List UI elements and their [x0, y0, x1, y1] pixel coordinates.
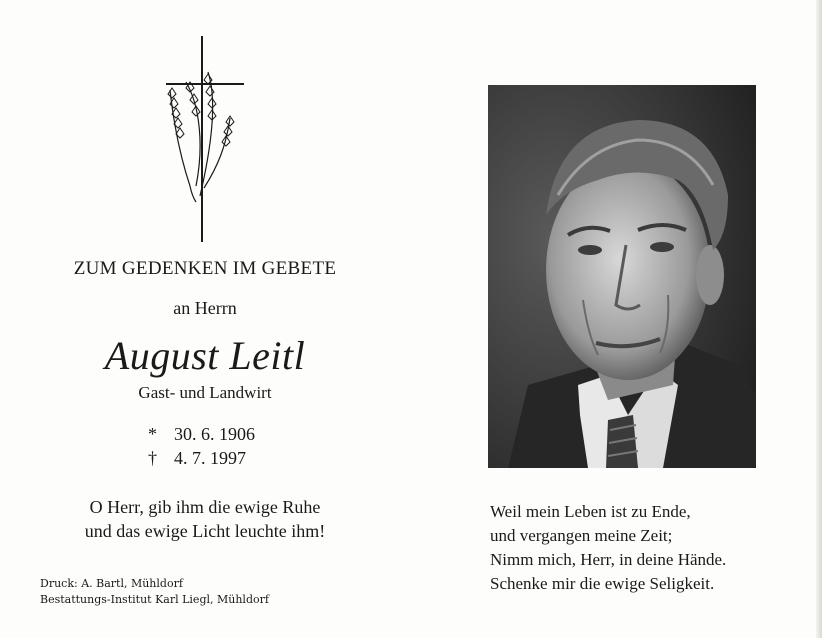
poem-line: Nimm mich, Herr, in deine Hände. — [490, 550, 727, 569]
salutation: an Herrn — [173, 298, 237, 318]
credit-funeral-home: Bestattungs-Institut Karl Liegl, Mühldorf — [40, 593, 269, 606]
life-dates — [148, 424, 308, 472]
portrait-illustration — [488, 85, 756, 468]
prayer-line: und das ewige Licht leuchte ihm! — [84, 521, 326, 541]
poem-line: Schenke mir die ewige Seligkeit. — [490, 574, 715, 593]
poem — [490, 500, 726, 596]
prayer — [30, 495, 380, 543]
credit-printer: Druck: A. Bartl, Mühldorf — [40, 577, 183, 590]
birth-star-icon: * — [148, 424, 157, 444]
prayer-line: O Herr, gib ihm die ewige Ruhe — [89, 497, 321, 517]
credits — [40, 576, 269, 608]
birth-date: 30. 6. 1906 — [174, 424, 255, 444]
birth-date-row — [148, 424, 308, 448]
death-date: 4. 7. 1997 — [174, 448, 246, 468]
deceased-name: August Leitl — [104, 333, 306, 378]
occupation: Gast- und Landwirt — [138, 383, 272, 402]
card-edge — [816, 0, 822, 638]
cross-with-wheat-icon — [160, 36, 252, 242]
poem-line: Weil mein Leben ist zu Ende, — [490, 502, 691, 521]
death-cross-icon: † — [148, 448, 157, 468]
poem-line: und vergangen meine Zeit; — [490, 526, 673, 545]
portrait-photo — [488, 85, 756, 468]
death-date-row — [148, 448, 308, 472]
heading: ZUM GEDENKEN IM GEBETE — [73, 258, 337, 279]
